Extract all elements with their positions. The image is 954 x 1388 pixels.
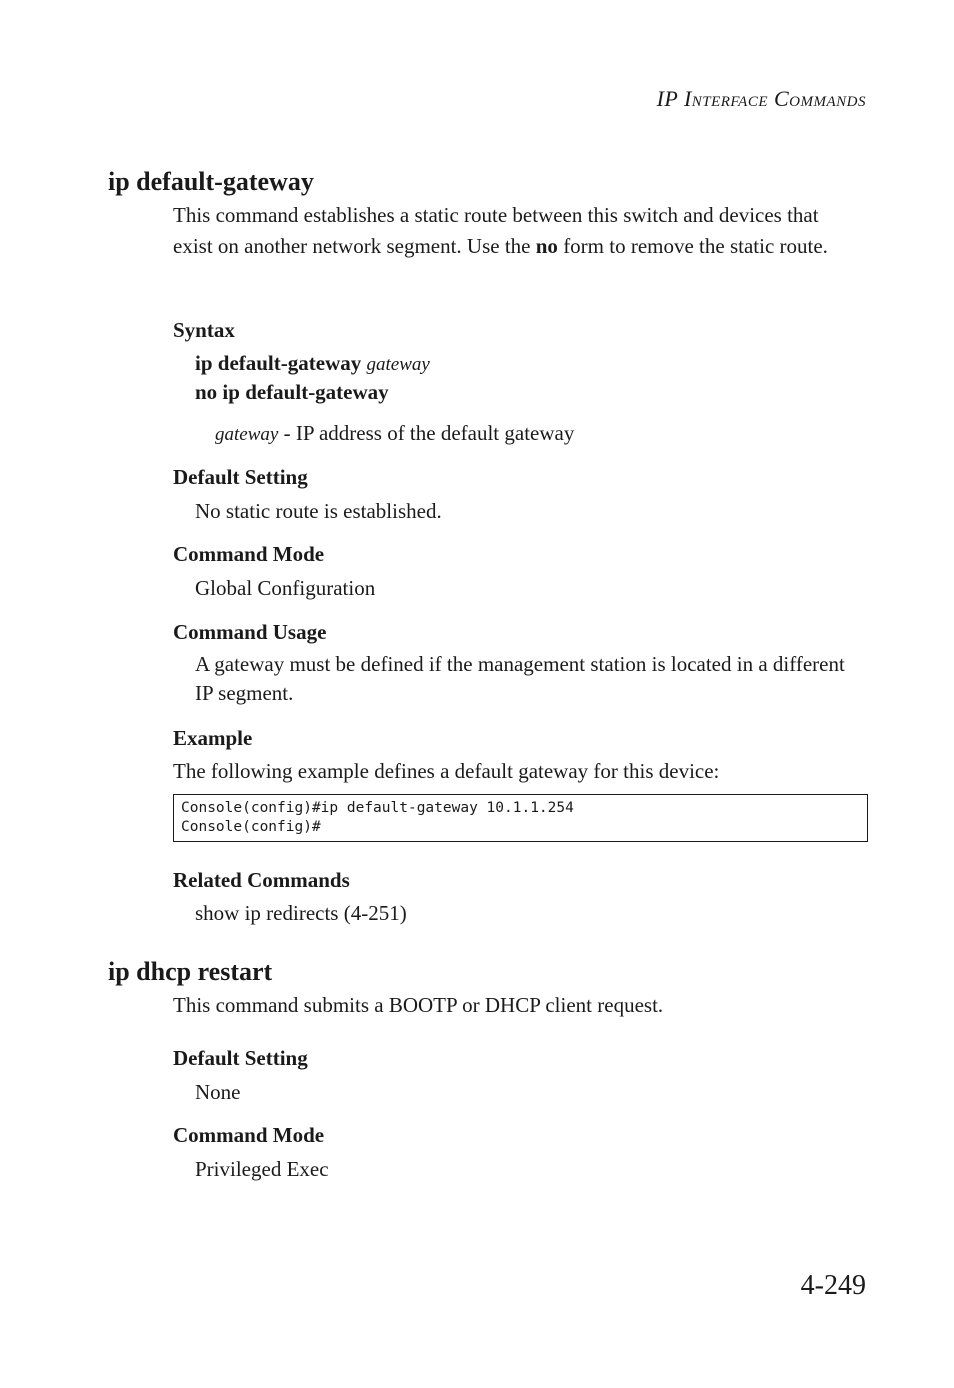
code-line-2: Console(config)# <box>181 819 321 835</box>
description-keyword-no: no <box>535 234 558 258</box>
related-commands-heading: Related Commands <box>173 868 350 892</box>
related-commands-text: show ip redirects (4-251) <box>195 901 407 925</box>
syntax-command-no: no ip default-gateway <box>195 380 389 404</box>
syntax-heading: Syntax <box>173 318 235 342</box>
default-setting-text-dhcp: None <box>195 1080 241 1104</box>
page-number: 4-249 <box>800 1270 866 1301</box>
syntax-command: ip default-gateway <box>195 351 362 375</box>
default-setting-heading-dhcp: Default Setting <box>173 1046 308 1070</box>
code-line-1: Console(config)#ip default-gateway 10.1.1.254 <box>181 800 574 816</box>
description-part-3: form to remove the static route. <box>557 234 828 258</box>
command-mode-text: Global Configuration <box>195 576 376 600</box>
running-header <box>657 86 866 112</box>
default-setting-heading: Default Setting <box>173 465 308 489</box>
command-usage-text: A gateway must be defined if the management station is located in a different IP segment. <box>195 652 845 705</box>
default-setting-text: No static route is established. <box>195 499 442 523</box>
syntax-line-1 <box>195 351 430 376</box>
command-mode-text-dhcp: Privileged Exec <box>195 1157 329 1181</box>
description-part-1: This command establishes a static route between this switch and devices that exist on another network segment. Use the <box>173 203 819 258</box>
section-title-ip-dhcp-restart: ip dhcp restart <box>108 957 273 986</box>
command-mode-heading: Command Mode <box>173 542 325 566</box>
example-code-box <box>173 794 868 842</box>
section-title-ip-default-gateway: ip default-gateway <box>108 167 314 196</box>
command-mode-heading-dhcp: Command Mode <box>173 1123 325 1147</box>
syntax-param: gateway <box>366 354 430 375</box>
example-heading: Example <box>173 726 253 750</box>
running-header-title: Interface Commands <box>683 86 866 111</box>
section-description-dhcp: This command submits a BOOTP or DHCP client request. <box>173 993 664 1017</box>
param-text: - IP address of the default gateway <box>278 421 575 445</box>
example-intro: The following example defines a default gateway for this device: <box>173 759 720 783</box>
section-description <box>173 200 863 262</box>
syntax-line-2 <box>195 380 389 405</box>
param-description <box>215 421 574 446</box>
command-usage-heading: Command Usage <box>173 620 327 644</box>
running-header-ip: IP <box>656 86 678 111</box>
param-name: gateway <box>215 424 279 445</box>
